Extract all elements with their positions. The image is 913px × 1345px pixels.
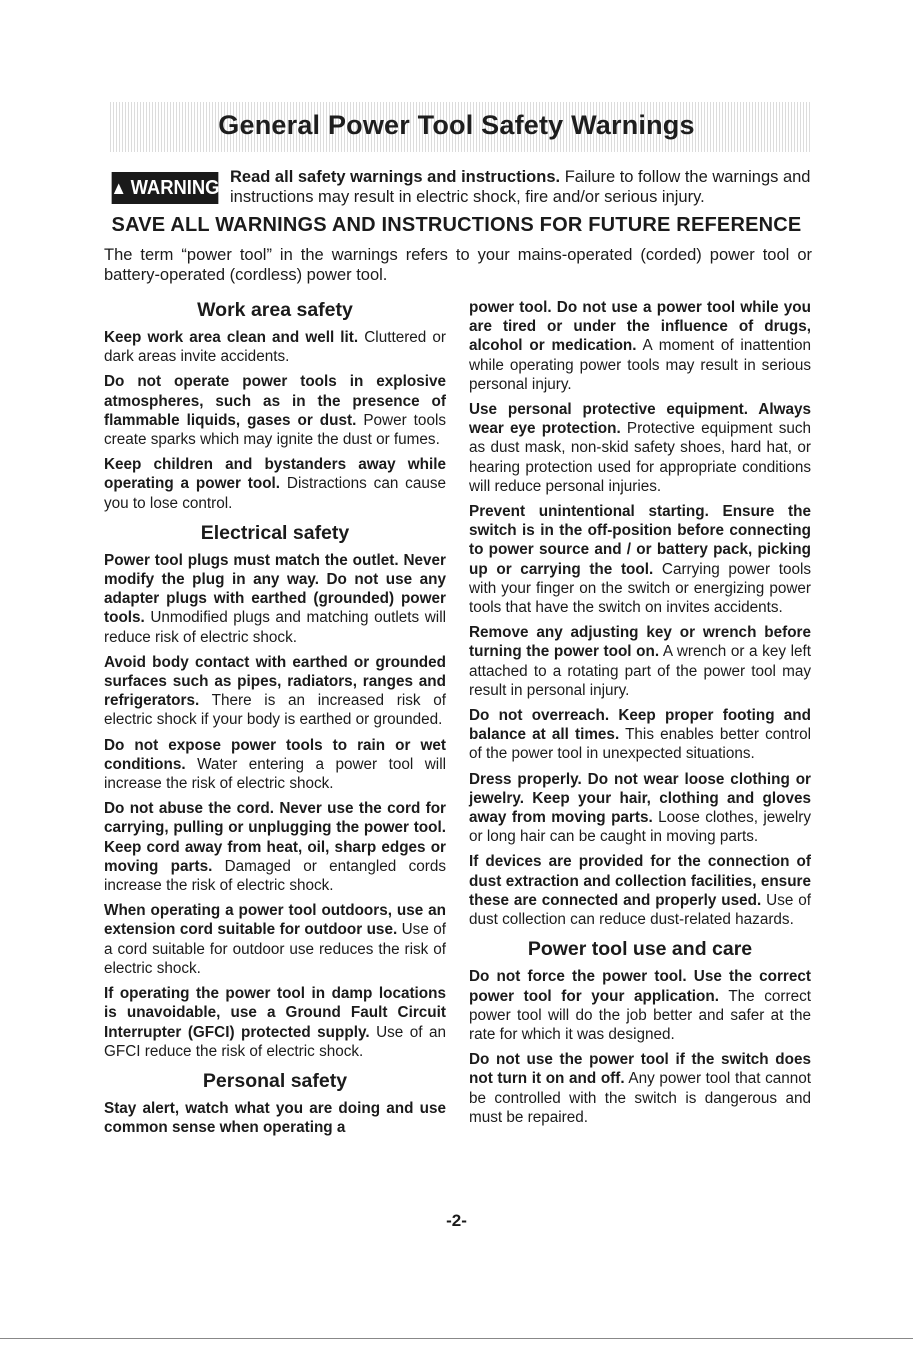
warning-triangle-icon: ▲ [110,177,127,198]
section-heading-tool-use: Power tool use and care [527,938,753,961]
right-column [469,298,811,1133]
rule-text: The correct power tool will do the job better and safer at the rate for which it was designed. [469,987,812,1043]
intro-paragraph: The term “power tool” in the warnings refers to your mains-operated (corded) power tool or battery-operated (cordless) power tool. [104,246,812,284]
rule-bold: Do not use the power tool if the switch does not turn it on and off. [469,1051,811,1088]
rule-paragraph [104,653,446,730]
rule-paragraph [469,502,811,617]
rule-bold: Do not expose power tools to rain or wet conditions. [104,736,446,773]
rule-paragraph [469,1050,811,1127]
rule-bold: Use personal protective equipment. Always wear eye protection. [469,401,811,438]
warning-lead: Read all safety warnings and instructions. [230,168,561,186]
rule-paragraph [104,328,446,366]
rule-bold: Do not overreach. Keep proper footing and balance at all times. [469,707,811,744]
rule-text: A moment of inattention while operating power tools may result in serious personal injury. [469,337,812,393]
save-banner: SAVE ALL WARNINGS AND INSTRUCTIONS FOR FUTURE REFERENCE [111,214,802,236]
rule-text: There is an increased risk of electric shock if your body is earthed or grounded. [104,692,446,729]
rule-bold: Prevent unintentional starting. Ensure the switch is in the off-position before connecting to power source and / or battery pack, picking up or carrying the tool. [469,503,811,578]
rule-bold: Avoid body contact with earthed or grounded surfaces such as pipes, radiators, ranges and refrigerators. [104,653,446,710]
rule-text: This enables better control of the power tool in unexpected situations. [469,726,811,763]
rule-text: Protective equipment such as dust mask, non-skid safety shoes, hard hat, or hearing protection used for appropriate conditions will reduce personal injuries. [469,420,812,495]
rule-paragraph [104,372,446,449]
rule-text: Loose clothes, jewelry or long hair can be caught in moving parts. [469,809,811,846]
rule-text: Power tools create sparks which may ignite the dust or fumes. [104,411,446,449]
rule-text: Unmodified plugs and matching outlets will reduce risk of electric shock. [104,609,446,646]
rule-text: Carrying power tools with your finger on the switch or energizing power tools that have the switch on invites accidents. [469,560,812,617]
rule-bold: Do not abuse the cord. Never use the cord for carrying, pulling or unplugging the power tool. Keep cord away from heat, oil, sharp edges or moving parts. [104,800,446,875]
rule-bold: Power tool plugs must match the outlet. Never modify the plug in any way. Do not use any adapter plugs with earthed (grounded) power tools. [104,551,446,627]
rule-bold: Keep work area clean and well lit. [104,329,359,346]
warning-badge [112,172,219,204]
rule-paragraph [104,736,446,794]
section-heading-work-area: Work area safety [197,299,353,321]
section-heading-personal: Personal safety [202,1069,348,1092]
rule-bold: If devices are provided for the connection of dust extraction and collection facilities, ensure these are connected and properly used. [469,853,811,909]
rule-paragraph [469,298,811,394]
rule-text: Distractions can cause you to lose control. [104,475,447,512]
rule-bold: Do not operate power tools in explosive atmospheres, such as in the presence of flammable liquids, gases or dust. [104,373,446,429]
rule-paragraph [469,623,811,700]
rule-text: Cluttered or dark areas invite accidents. [104,329,447,366]
rule-bold: Do not force the power tool. Use the correct power tool for your application. [469,968,811,1005]
rule-bold: If operating the power tool in damp locations is unavoidable, use a Ground Fault Circuit Interrupter (GFCI) protected supply. [104,985,446,1041]
rule-bold: Stay alert, watch what you are doing and use common sense when operating a [104,1099,446,1137]
rule-text: A wrench or a key left attached to a rotating part of the power tool may result in personal injury. [469,643,811,699]
rule-paragraph [469,770,811,847]
rule-paragraph [469,967,811,1044]
rule-paragraph [469,852,811,929]
rule-paragraph [104,799,446,895]
left-column [104,298,446,1143]
page-title: General Power Tool Safety Warnings [218,110,695,140]
page-number: -2- [446,1211,467,1230]
rule-bold: Remove any adjusting key or wrench before turning the power tool on. [469,624,811,661]
warning-text [230,167,815,207]
rule-paragraph [104,1099,446,1137]
rule-bold: power tool. Do not use a power tool while you are tired or under the influence of drugs, alcohol or medication. [469,299,811,355]
rule-text: Water entering a power tool will increase the risk of electric shock. [104,755,446,793]
rule-bold: Dress properly. Do not wear loose clothing or jewelry. Keep your hair, clothing and gloves away from moving parts. [469,770,811,827]
warning-badge-label: WARNING [130,176,220,199]
rule-paragraph [104,455,446,513]
rule-text: Use of a cord suitable for outdoor use reduces the risk of electric shock. [104,921,447,977]
rule-text: Damaged or entangled cords increase the risk of electric shock. [104,857,446,895]
warning-body: Failure to follow the warnings and instructions may result in electric shock, fire and/or serious injury. [230,168,811,206]
rule-paragraph [469,400,811,496]
rule-paragraph [104,901,446,978]
rule-bold: Keep children and bystanders away while operating a power tool. [104,456,446,493]
section-heading-electrical: Electrical safety [200,521,350,544]
rule-paragraph [104,984,446,1061]
rule-text: Use of dust collection can reduce dust-related hazards. [469,891,812,929]
rule-text: Use of an GFCI reduce the risk of electric shock. [104,1023,446,1060]
rule-text: Any power tool that cannot be controlled with the switch is dangerous and must be repaired. [469,1070,812,1126]
rule-paragraph [469,706,811,764]
rule-paragraph [104,551,446,647]
rule-bold: When operating a power tool outdoors, use an extension cord suitable for outdoor use. [104,902,446,939]
footer-rule [0,1338,913,1339]
